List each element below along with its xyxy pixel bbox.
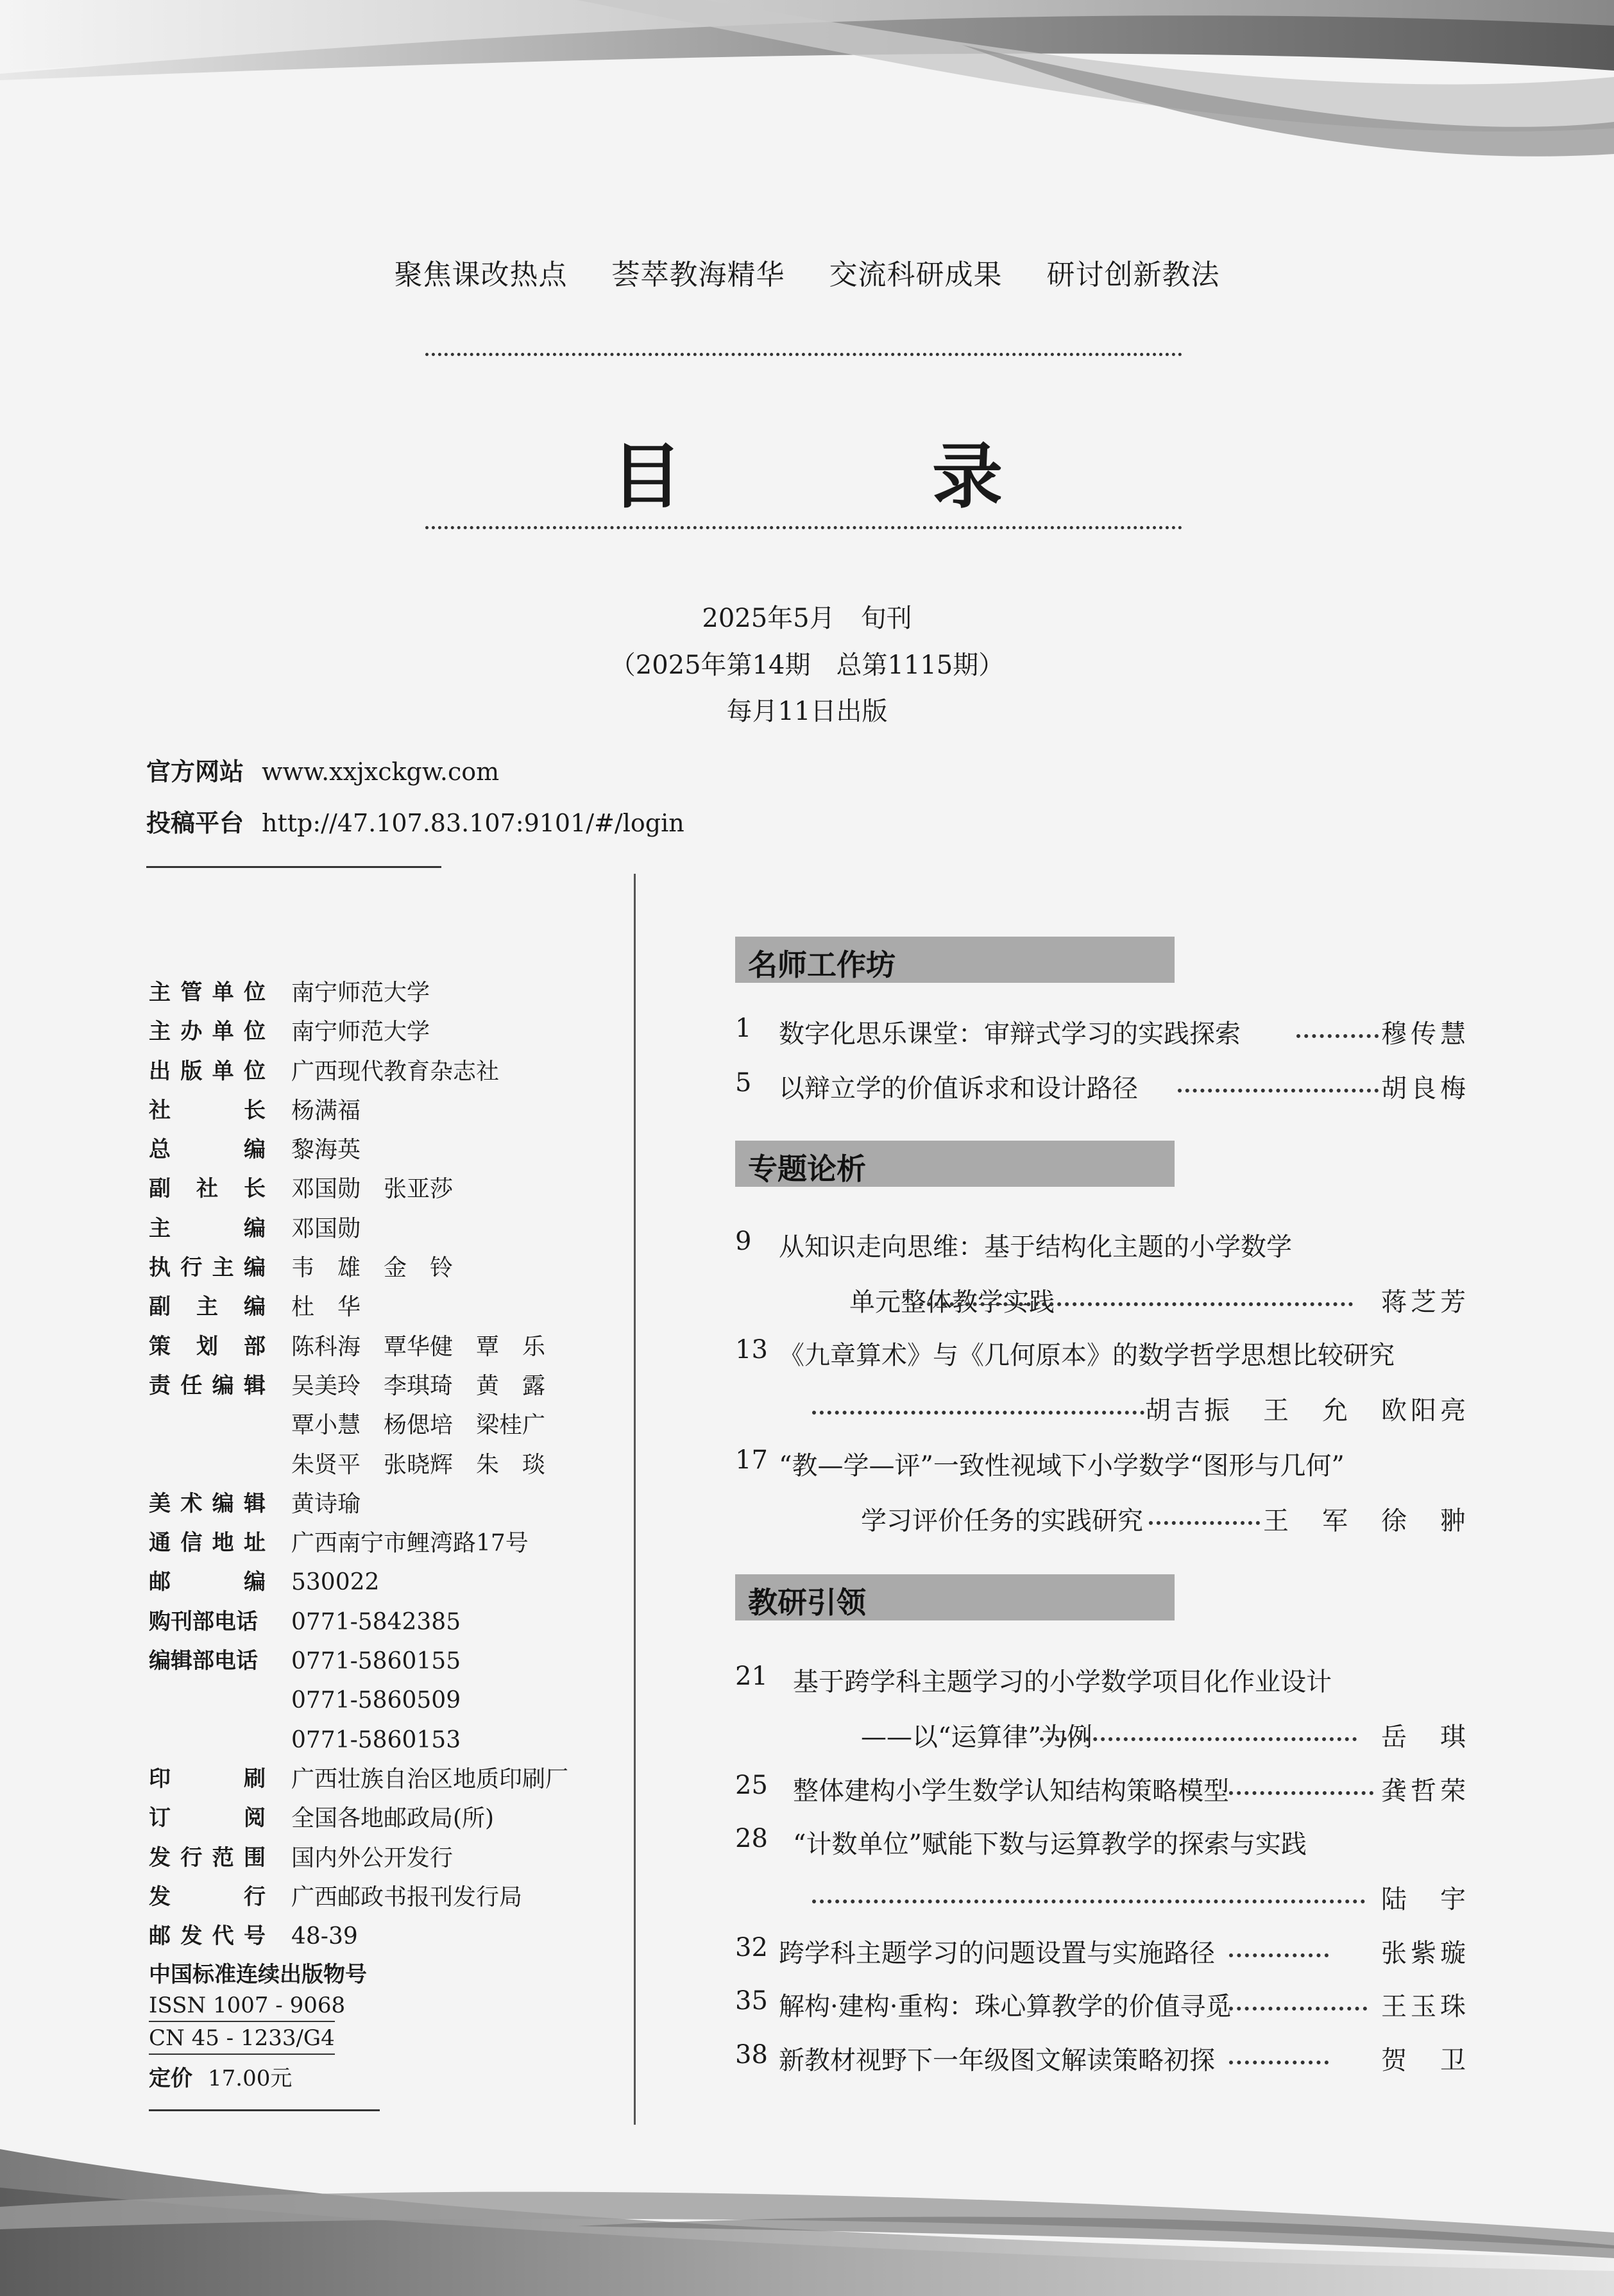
masthead-row: [149, 1052, 568, 1091]
section-header: [735, 937, 1175, 983]
toc-page-number: 28: [735, 1824, 768, 1853]
toc-title: 数字化思乐课堂：审辩式学习的实践探索: [779, 1019, 1241, 1049]
masthead-row: [149, 1327, 568, 1366]
toc-author: 胡吉振 王 允 欧阳亮: [1145, 1396, 1470, 1425]
masthead-key: 邮 发 代 号: [149, 1923, 266, 1950]
submission-url[interactable]: http://47.107.83.107:9101/#/login: [262, 809, 684, 837]
toc-author: 王玉珠: [1381, 1992, 1470, 2021]
toc-title: 跨学科主题学习的问题设置与实施路径: [779, 1939, 1215, 1968]
masthead-key: 副 主 编: [149, 1294, 266, 1320]
masthead-key: [149, 1406, 291, 1445]
toc-title: 基于跨学科主题学习的小学数学项目化作业设计: [793, 1667, 1332, 1697]
toc-entry[interactable]: [735, 2040, 1470, 2079]
toc-entry[interactable]: [735, 1717, 1470, 1755]
masthead-key: 美 术 编 辑: [149, 1490, 266, 1517]
toc-page-number: 5: [735, 1068, 752, 1098]
masthead-key: 邮 编: [149, 1569, 266, 1595]
masthead-key: 总 编: [149, 1137, 266, 1163]
masthead-row: [149, 1248, 568, 1288]
slogan-4: 研讨创新教法: [1046, 259, 1220, 291]
price-value: 17.00元: [208, 2066, 293, 2091]
section-title: 名师工作坊: [748, 948, 896, 982]
cn-number: CN 45 - 1233/G4: [149, 2025, 335, 2051]
toc-leader-dots: [1229, 1791, 1373, 1795]
toc-title: “计数单位”赋能下数与运算教学的探索与实践: [793, 1830, 1307, 1859]
masthead-value: 0771-5860153: [291, 1726, 461, 1753]
masthead-value: 0771-5860155: [291, 1648, 461, 1675]
toc-page-number: 21: [735, 1662, 768, 1691]
toc-page-number: 9: [735, 1227, 752, 1256]
website-label: 官方网站: [146, 758, 244, 786]
price-row: [149, 2061, 292, 2092]
toc-leader-dots: [1040, 1737, 1357, 1741]
toc-leader-dots: [1178, 1089, 1379, 1093]
masthead: [149, 973, 568, 1956]
toc-author: 贺 卫: [1381, 2046, 1470, 2075]
toc-entry[interactable]: [735, 1824, 1470, 1862]
toc-page-number: 35: [735, 1986, 768, 2016]
masthead-row: [149, 1917, 568, 1956]
toc-leader-dots: [812, 1900, 1365, 1903]
masthead-row: [149, 1878, 568, 1917]
masthead-value: 杜 华: [291, 1294, 361, 1321]
masthead-value: 覃小慧 杨偲培 梁桂广: [291, 1412, 546, 1439]
masthead-row: [149, 1091, 568, 1130]
masthead-row: [149, 1406, 568, 1445]
toc-leader-dots: [1296, 1034, 1379, 1038]
section-header: [735, 1574, 1175, 1620]
toc-title: 整体建构小学生数学认知结构策略模型: [793, 1776, 1229, 1806]
masthead-key: 主 管 单 位: [149, 980, 266, 1005]
toc-author: 王 军 徐 翀: [1263, 1506, 1470, 1536]
masthead-value: 48-39: [291, 1923, 358, 1950]
website-row: [146, 752, 499, 787]
masthead-row: [149, 1484, 568, 1524]
toc-title: “教—学—评”一致性视域下小学数学“图形与几何”: [779, 1451, 1345, 1481]
toc-entry[interactable]: [735, 1662, 1470, 1700]
masthead-row: [149, 1563, 568, 1602]
slogan-3: 交流科研成果: [829, 259, 1003, 291]
toc-page-number: 1: [735, 1014, 752, 1043]
masthead-key: 执 行 主 编: [149, 1255, 266, 1281]
masthead-key: 印 刷: [149, 1765, 266, 1792]
toc-entry[interactable]: [735, 1986, 1470, 2025]
toc-title: 新教材视野下一年级图文解读策略初探: [779, 2046, 1215, 2075]
toc-entry[interactable]: [735, 1227, 1470, 1265]
column-divider: [634, 874, 636, 2125]
masthead-key: 主 编: [149, 1215, 266, 1241]
masthead-key: 发 行 范 围: [149, 1844, 266, 1871]
issn: ISSN 1007 - 9068: [149, 1993, 346, 2018]
toc-entry[interactable]: [735, 1390, 1470, 1429]
toc-author: 胡良梅: [1381, 1074, 1470, 1103]
page-title: 目 录: [611, 436, 1092, 518]
masthead-value: 朱贤平 张晓辉 朱 琰: [291, 1451, 546, 1478]
masthead-value: 邓国勋 张亚莎: [291, 1176, 454, 1203]
toc-author: 陆 宇: [1381, 1885, 1470, 1914]
toc-entry[interactable]: [735, 1014, 1470, 1052]
toc-author: 龚哲荣: [1381, 1776, 1470, 1806]
masthead-row: [149, 1524, 568, 1563]
toc-page-number: 13: [735, 1335, 768, 1365]
toc-page-number: 32: [735, 1933, 768, 1962]
masthead-row: [149, 1209, 568, 1248]
serial-label: 中国标准连续出版物号: [149, 1962, 367, 1987]
slogan-2: 荟萃教海精华: [611, 259, 785, 291]
toc-entry[interactable]: [735, 1933, 1470, 1971]
masthead-row: [149, 1603, 568, 1642]
masthead-key: 编辑部电话: [149, 1648, 258, 1674]
masthead-row: [149, 1799, 568, 1838]
masthead-row: [149, 1130, 568, 1169]
masthead-value: 广西壮族自治区地质印刷厂: [291, 1765, 569, 1792]
masthead-value: 吴美玲 李琪琦 黄 露: [291, 1372, 546, 1399]
masthead-key: 购刊部电话: [149, 1608, 258, 1635]
masthead-value: 陈科海 覃华健 覃 乐: [291, 1333, 546, 1360]
masthead-key: [149, 1445, 291, 1484]
dotted-divider-top: [425, 353, 1182, 356]
toc-page-number: 25: [735, 1771, 768, 1800]
submission-row: [146, 803, 684, 838]
toc-entry[interactable]: [735, 1068, 1470, 1107]
masthead-key: 社 长: [149, 1097, 266, 1123]
toc-leader-dots: [1149, 1521, 1260, 1525]
masthead-row: [149, 1288, 568, 1327]
publish-schedule: 每月11日出版: [726, 697, 888, 726]
toc-page-number: 17: [735, 1445, 768, 1475]
toc-author: 蒋芝芳: [1381, 1288, 1470, 1317]
toc-entry[interactable]: [735, 1282, 1470, 1320]
masthead-key: 通 信 地 址: [149, 1530, 266, 1556]
submission-label: 投稿平台: [146, 809, 244, 837]
masthead-row: [149, 1681, 568, 1720]
issue-date: 2025年5月 旬刊: [702, 604, 912, 633]
toc-leader-dots: [812, 1411, 1144, 1415]
toc-title: 以辩立学的价值诉求和设计路径: [779, 1074, 1138, 1103]
masthead-key: [149, 1681, 291, 1720]
toc-entry[interactable]: [735, 1771, 1470, 1809]
masthead-value: 黎海英: [291, 1137, 361, 1164]
toc-entry[interactable]: [735, 1335, 1470, 1373]
price-label: 定价: [149, 2066, 192, 2091]
slogan-bar: [0, 251, 1614, 293]
toc-author: 穆传慧: [1381, 1019, 1470, 1049]
toc-leader-dots: [1229, 2061, 1329, 2064]
masthead-value: 杨满福: [291, 1097, 361, 1124]
cn-rule: [149, 2054, 335, 2055]
toc-leader-dots: [1229, 1953, 1329, 1957]
masthead-value: 广西现代教育杂志社: [291, 1058, 500, 1085]
masthead-value: 全国各地邮政局(所): [291, 1805, 495, 1832]
top-wave-decoration: [0, 0, 1614, 167]
masthead-key: 订 阅: [149, 1805, 266, 1832]
masthead-key: 责 任 编 辑: [149, 1372, 266, 1399]
toc-title: ——以“运算律”为例: [861, 1722, 1092, 1752]
masthead-row: [149, 1445, 568, 1484]
toc-entry[interactable]: [735, 1445, 1470, 1484]
toc-title: 《九章算术》与《几何原本》的数学哲学思想比较研究: [779, 1341, 1395, 1370]
toc-title: 从知识走向思维：基于结构化主题的小学数学: [779, 1232, 1292, 1262]
issue-number: （2025年第14期 总第1115期）: [609, 651, 1005, 680]
toc-title: 单元整体教学实践: [849, 1288, 1055, 1317]
toc-entry[interactable]: [735, 1501, 1470, 1539]
masthead-row: [149, 1366, 568, 1406]
toc-author: 岳 琪: [1381, 1722, 1470, 1752]
section-title: 教研引领: [748, 1585, 866, 1620]
masthead-row: [149, 973, 568, 1012]
masthead-row: [149, 1642, 568, 1681]
masthead-value: 530022: [291, 1569, 380, 1596]
masthead-value: 南宁师范大学: [291, 980, 430, 1006]
toc-leader-dots: [1229, 2007, 1367, 2011]
toc-title: 学习评价任务的实践研究: [861, 1506, 1143, 1536]
masthead-value: 0771-5842385: [291, 1608, 461, 1635]
bottom-wave-decoration: [0, 2111, 1614, 2296]
issn-rule: [149, 2021, 335, 2022]
section-header: [735, 1141, 1175, 1187]
masthead-value: 黄诗瑜: [291, 1490, 361, 1517]
masthead-key: 发 行: [149, 1884, 266, 1910]
dotted-divider-bottom: [425, 526, 1182, 529]
masthead-row: [149, 1169, 568, 1209]
masthead-row: [149, 1839, 568, 1878]
masthead-key: 策 划 部: [149, 1333, 266, 1359]
left-rule-top: [146, 866, 441, 868]
masthead-key: 主 办 单 位: [149, 1019, 266, 1045]
masthead-key: 出 版 单 位: [149, 1058, 266, 1084]
toc-title: 解构·建构·重构：珠心算教学的价值寻觅: [779, 1992, 1232, 2021]
masthead-key: 副 社 长: [149, 1176, 266, 1202]
toc-page-number: 38: [735, 2040, 768, 2070]
masthead-key: [149, 1721, 291, 1760]
masthead-value: 0771-5860509: [291, 1687, 461, 1714]
masthead-row: [149, 1721, 568, 1760]
slogan-1: 聚焦课改热点: [394, 259, 568, 291]
masthead-row: [149, 1012, 568, 1051]
toc-entry[interactable]: [735, 1879, 1470, 1918]
masthead-row: [149, 1760, 568, 1799]
website-url[interactable]: www.xxjxckgw.com: [262, 758, 500, 786]
masthead-value: 国内外公开发行: [291, 1844, 454, 1871]
masthead-value: 广西南宁市鲤湾路17号: [291, 1530, 529, 1557]
section-title: 专题论析: [748, 1152, 866, 1186]
masthead-value: 韦 雄 金 铃: [291, 1255, 454, 1282]
toc-author: 张紫璇: [1381, 1939, 1470, 1968]
masthead-value: 邓国勋: [291, 1215, 361, 1242]
masthead-value: 南宁师范大学: [291, 1019, 430, 1046]
toc-leader-dots: [912, 1302, 1353, 1306]
masthead-value: 广西邮政书报刊发行局: [291, 1884, 523, 1910]
